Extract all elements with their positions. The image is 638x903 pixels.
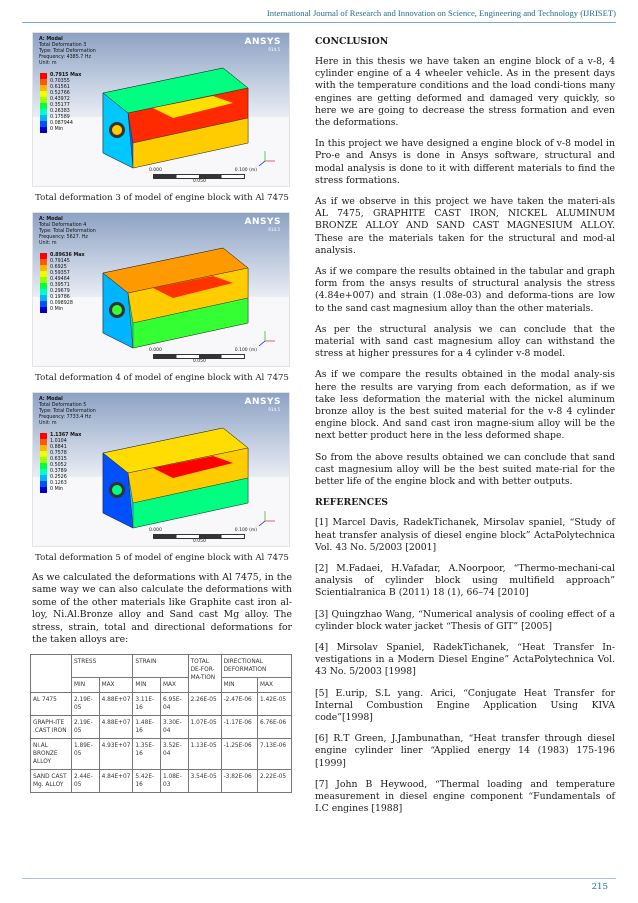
subheader-min: MIN <box>72 678 100 693</box>
value-cell: 1.42E-05 <box>258 693 292 716</box>
legend-swatch <box>40 283 47 288</box>
legend-swatch <box>40 265 47 270</box>
header-directional-deformation: DIRECTIONAL DEFORMATION <box>221 655 291 678</box>
legend-row <box>40 127 81 133</box>
analysis-info <box>39 37 96 67</box>
table-row <box>31 770 292 793</box>
legend-swatch <box>40 445 47 450</box>
reference-item: [4] Mirsolav Spaniel, RadekTichanek, “Heat Transfer In-vestigations in a Modern Diesel Engine” ActaPolytechnica Vol. 43 No. 5/2003 [1998] <box>315 641 615 678</box>
legend-label: 0.6925 <box>50 265 67 270</box>
value-cell: 3.30E-04 <box>161 716 189 739</box>
subheader-min: MIN <box>133 678 161 693</box>
legend-label: 0.5052 <box>50 463 67 468</box>
table-row <box>31 716 292 739</box>
analysis-info <box>39 217 96 247</box>
value-cell: 1.07E-05 <box>188 716 221 739</box>
analysis-info-line: Type: Total Deformation <box>39 229 96 234</box>
figure <box>32 32 292 203</box>
scale-label: 0.100 (m) <box>234 168 257 173</box>
value-cell: 2.19E-05 <box>72 716 100 739</box>
legend-swatch <box>40 487 47 492</box>
legend-label: 0 Min <box>50 127 64 132</box>
value-cell: 2.22E-05 <box>258 770 292 793</box>
legend-swatch <box>40 301 47 306</box>
legend-swatch <box>40 121 47 126</box>
figure <box>32 212 292 383</box>
legend-label: 1.1367 Max <box>50 433 82 438</box>
value-cell: 6.95E-04 <box>161 693 189 716</box>
legend-label: 0.39571 <box>50 283 70 288</box>
scale-label: 0.000 <box>149 528 162 533</box>
analysis-info-line: Type: Total Deformation <box>39 49 96 54</box>
legend-swatch <box>40 277 47 282</box>
legend-swatch <box>40 439 47 444</box>
page-number: 215 <box>591 882 608 892</box>
legend-label: 0.59357 <box>50 271 70 276</box>
material-cell: GRAPH-ITE .CAST IRON <box>31 716 72 739</box>
legend-label: 0.49464 <box>50 277 70 282</box>
conclusion-paragraph: In this project we have designed a engine block of v-8 model in Pro-e and Ansys is done in Ansys software, structural and modal analysis is done to it with different materials to find the stress formations. <box>315 138 615 186</box>
subheader-min: MIN <box>221 678 257 693</box>
legend-swatch <box>40 307 47 312</box>
legend-swatch <box>40 469 47 474</box>
material-cell: Ni.AL BRONZE ALLOY <box>31 739 72 770</box>
scale-label: 0.000 <box>149 168 162 173</box>
legend-swatch <box>40 289 47 294</box>
ansys-version: R14.5 <box>268 227 280 232</box>
legend-label: 0.8841 <box>50 445 67 450</box>
ansys-logo: ANSYS <box>244 217 281 227</box>
legend-label: 0.52766 <box>50 91 70 96</box>
legend-swatch <box>40 481 47 486</box>
legend-swatch <box>40 91 47 96</box>
left-column <box>32 32 292 793</box>
value-cell: 3.11E-16 <box>133 693 161 716</box>
legend-swatch <box>40 259 47 264</box>
value-cell: 1.13E-05 <box>188 739 221 770</box>
header-strain: STRAIN <box>133 655 188 678</box>
legend-label: 0.35177 <box>50 103 70 108</box>
value-cell: 1.48E-16 <box>133 716 161 739</box>
ansys-version: R14.5 <box>268 47 280 52</box>
legend-swatch <box>40 79 47 84</box>
value-cell: 5.42E-16 <box>133 770 161 793</box>
legend-label: 0.61561 <box>50 85 70 90</box>
table-corner-cell <box>31 655 72 693</box>
intro-paragraph: As we calculated the deformations with Al 7475, in the same way we can also calculate the deformations with some of the other materials like Graphite cast iron al-loy, Ni.Al.Bronze alloy and Sand cast Mg alloy. The stress, strain, total and directional deformations for the taken alloys are: <box>32 572 292 646</box>
reference-item: [7] John B Heywood, “Thermal loading and temperature measurement in diesel engine component “Fundamentals of I.C engines [1988] <box>315 778 615 815</box>
legend-swatch <box>40 295 47 300</box>
legend-label: 0.7915 Max <box>50 73 82 78</box>
legend-label: 0.3789 <box>50 469 67 474</box>
analysis-info-line: Unit: m <box>39 421 57 426</box>
right-column <box>315 36 615 824</box>
ansys-plot-image <box>32 212 290 367</box>
value-cell: -1.25E-06 <box>221 739 257 770</box>
value-cell: 4.84E+07 <box>99 770 133 793</box>
conclusion-paragraph: As per the structural analysis we can conclude that the material with sand cast magnesium alloy can withstand the stress at higher pressures for a 4 cylinder v-8 model. <box>315 323 615 360</box>
legend-row <box>40 307 85 313</box>
legend-swatch <box>40 127 47 132</box>
subheader-max: MAX <box>161 678 189 693</box>
results-table <box>30 654 292 793</box>
legend-swatch <box>40 451 47 456</box>
ansys-logo: ANSYS <box>244 37 281 47</box>
value-cell: -3.82E-06 <box>221 770 257 793</box>
ansys-plot-image <box>32 32 290 187</box>
analysis-info-line: A: Modal <box>39 37 63 42</box>
scale-label: 0.100 (m) <box>234 528 257 533</box>
value-cell: 7.13E-06 <box>258 739 292 770</box>
scale-label: 0.050 <box>193 539 206 544</box>
header-stress: STRESS <box>72 655 133 678</box>
color-legend <box>40 73 81 133</box>
legend-label: 0 Min <box>50 307 64 312</box>
reference-item: [2] M.Fadaei, H.Vafadar, A.Noorpoor, “Thermo-mechani-cal analysis of cylinder block using multifield approach” Scientialranica B (2011) 18 (1), 66–74 [2010] <box>315 562 615 599</box>
legend-label: 0.19786 <box>50 295 70 300</box>
analysis-info-line: Type: Total Deformation <box>39 409 96 414</box>
figure <box>32 392 292 563</box>
legend-label: 0.6315 <box>50 457 67 462</box>
color-legend <box>40 433 81 493</box>
analysis-info <box>39 397 96 427</box>
legend-label: 0.087944 <box>50 121 73 126</box>
scale-label: 0.100 (m) <box>234 348 257 353</box>
conclusion-paragraph: So from the above results obtained we can conclude that sand cast magnesium alloy will be the best suited mate-rial for the better life of the engine block and with better outputs. <box>315 451 615 488</box>
value-cell: 2.44E-05 <box>72 770 100 793</box>
analysis-info-line: A: Modal <box>39 217 63 222</box>
material-cell: SAND CAST Mg. ALLOY <box>31 770 72 793</box>
subheader-max: MAX <box>99 678 133 693</box>
legend-label: 0.89636 Max <box>50 253 85 258</box>
figure-caption: Total deformation 5 of model of engine block with Al 7475 <box>35 553 289 563</box>
conclusion-paragraph: As if we observe in this project we have taken the materi-als AL 7475, GRAPHITE CAST IRON, NICKEL ALUMINUM BRONZE ALLOY AND SAND CAST MAGNESIUM ALLOY. These are the materials taken for the structural and mod-al analysis. <box>315 196 615 256</box>
value-cell: 1.89E-05 <box>72 739 100 770</box>
references-list <box>315 517 615 815</box>
reference-item: [3] Quingzhao Wang, “Numerical analysis of cooling effect of a cylinder block water jacket “Thesis of GIT” [2005] <box>315 608 615 632</box>
legend-label: 0.79145 <box>50 259 70 264</box>
legend-swatch <box>40 115 47 120</box>
legend-label: 0.70355 <box>50 79 70 84</box>
ansys-version: R14.5 <box>268 407 280 412</box>
analysis-info-line: Total Deformation 4 <box>39 223 87 228</box>
legend-swatch <box>40 109 47 114</box>
reference-item: [6] R.T Green, J.Jambunathan, “Heat transfer through diesel engine cylinder liner “Applied energy 14 (1983) 175-196 [1999] <box>315 733 615 769</box>
legend-swatch <box>40 457 47 462</box>
scale-label: 0.050 <box>193 179 206 184</box>
value-cell: 4.93E+07 <box>99 739 133 770</box>
legend-swatch <box>40 463 47 468</box>
legend-label: 0.43972 <box>50 97 70 102</box>
journal-header: International Journal of Research and Innovation on Science, Engineering and Technology (IJRISET) <box>266 8 616 18</box>
legend-label: 0.7578 <box>50 451 67 456</box>
analysis-info-line: Frequency: 4385.7 Hz <box>39 55 92 60</box>
legend-label: 0.098928 <box>50 301 73 306</box>
value-cell: 4.88E+07 <box>99 716 133 739</box>
value-cell: 6.76E-06 <box>258 716 292 739</box>
legend-label: 0.1263 <box>50 481 67 486</box>
subheader-max: MAX <box>258 678 292 693</box>
analysis-info-line: Frequency: 5627. Hz <box>39 235 88 240</box>
footer-rule <box>22 878 616 879</box>
value-cell: 2.26E-05 <box>188 693 221 716</box>
value-cell: 4.88E+07 <box>99 693 133 716</box>
figure-caption: Total deformation 4 of model of engine block with Al 7475 <box>35 373 289 383</box>
analysis-info-line: Unit: m <box>39 241 57 246</box>
value-cell: 1.35E-16 <box>133 739 161 770</box>
legend-swatch <box>40 475 47 480</box>
legend-swatch <box>40 73 47 78</box>
legend-swatch <box>40 271 47 276</box>
conclusion-paragraph: Here in this thesis we have taken an engine block of a v-8, 4 cylinder engine of a 4 wheeler vehicle. As in the present days with the temperature conditions and the load condi-tions many engines are getting deformed and damaged very quickly, so here we are going to decrease the stress formation and even the deformations. <box>315 56 615 129</box>
legend-swatch <box>40 85 47 90</box>
table-row <box>31 693 292 716</box>
header-total-deformation: TOTAL DE-FOR-MA-TION <box>188 655 221 693</box>
scale-label: 0.050 <box>193 359 206 364</box>
value-cell: 2.19E-05 <box>72 693 100 716</box>
legend-swatch <box>40 103 47 108</box>
legend-label: 0 Min <box>50 487 64 492</box>
legend-row <box>40 487 81 493</box>
figure-list <box>32 32 292 563</box>
legend-label: 1.0104 <box>50 439 67 444</box>
table-body <box>31 693 292 793</box>
reference-item: [1] Marcel Davis, RadekTichanek, Mirsolav spaniel, “Study of heat transfer analysis of diesel engine block” ActaPolytechnica Vol. 43 No. 5/2003 [2001] <box>315 517 615 553</box>
legend-swatch <box>40 97 47 102</box>
table-header-row <box>31 655 292 678</box>
scale-label: 0.000 <box>149 348 162 353</box>
value-cell: -2.47E-06 <box>221 693 257 716</box>
header-rule <box>22 22 616 23</box>
legend-swatch <box>40 253 47 258</box>
references-heading: REFERENCES <box>315 497 389 509</box>
value-cell: -1.17E-06 <box>221 716 257 739</box>
conclusion-heading: CONCLUSION <box>315 36 389 47</box>
value-cell: 1.08E-03 <box>161 770 189 793</box>
conclusion-section <box>315 56 615 488</box>
table-row <box>31 739 292 770</box>
analysis-info-line: A: Modal <box>39 397 63 402</box>
ansys-plot-image <box>32 392 290 547</box>
value-cell: 3.52E-04 <box>161 739 189 770</box>
legend-label: 0.29679 <box>50 289 70 294</box>
analysis-info-line: Total Deformation 3 <box>39 43 87 48</box>
analysis-info-line: Unit: m <box>39 61 57 66</box>
analysis-info-line: Total Deformation 5 <box>39 403 87 408</box>
analysis-info-line: Frequency: 7733.4 Hz <box>39 415 92 420</box>
conclusion-paragraph: As if we compare the results obtained in the tabular and graph form from the ansys results of structural analysis the stress (4.84e+007) and strain (1.08e-03) and deforma-tions are low to the sand cast magnesium alloy than the other materials. <box>315 266 615 314</box>
legend-label: 0.17589 <box>50 115 70 120</box>
figure-caption: Total deformation 3 of model of engine block with Al 7475 <box>35 193 289 203</box>
legend-label: 0.2526 <box>50 475 67 480</box>
value-cell: 3.54E-05 <box>188 770 221 793</box>
legend-label: 0.26383 <box>50 109 70 114</box>
reference-item: [5] E.urip, S.L yang. Arici, “Conjugate Heat Transfer for Internal Combustion Engine Application Using KIVA code”[1998] <box>315 687 615 723</box>
material-cell: AL 7475 <box>31 693 72 716</box>
color-legend <box>40 253 85 313</box>
legend-swatch <box>40 433 47 438</box>
conclusion-paragraph: As if we compare the results obtained in the modal analy-sis here the results are varying from each deformation, as if we take less deformation the material with the nickel aluminum bronze alloy is the best suited material for the v-8 4 cylinder engine block. And sand cast iron magne-sium alloy will be the next better product here in the less deformed shape. <box>315 369 615 442</box>
ansys-logo: ANSYS <box>244 397 281 407</box>
